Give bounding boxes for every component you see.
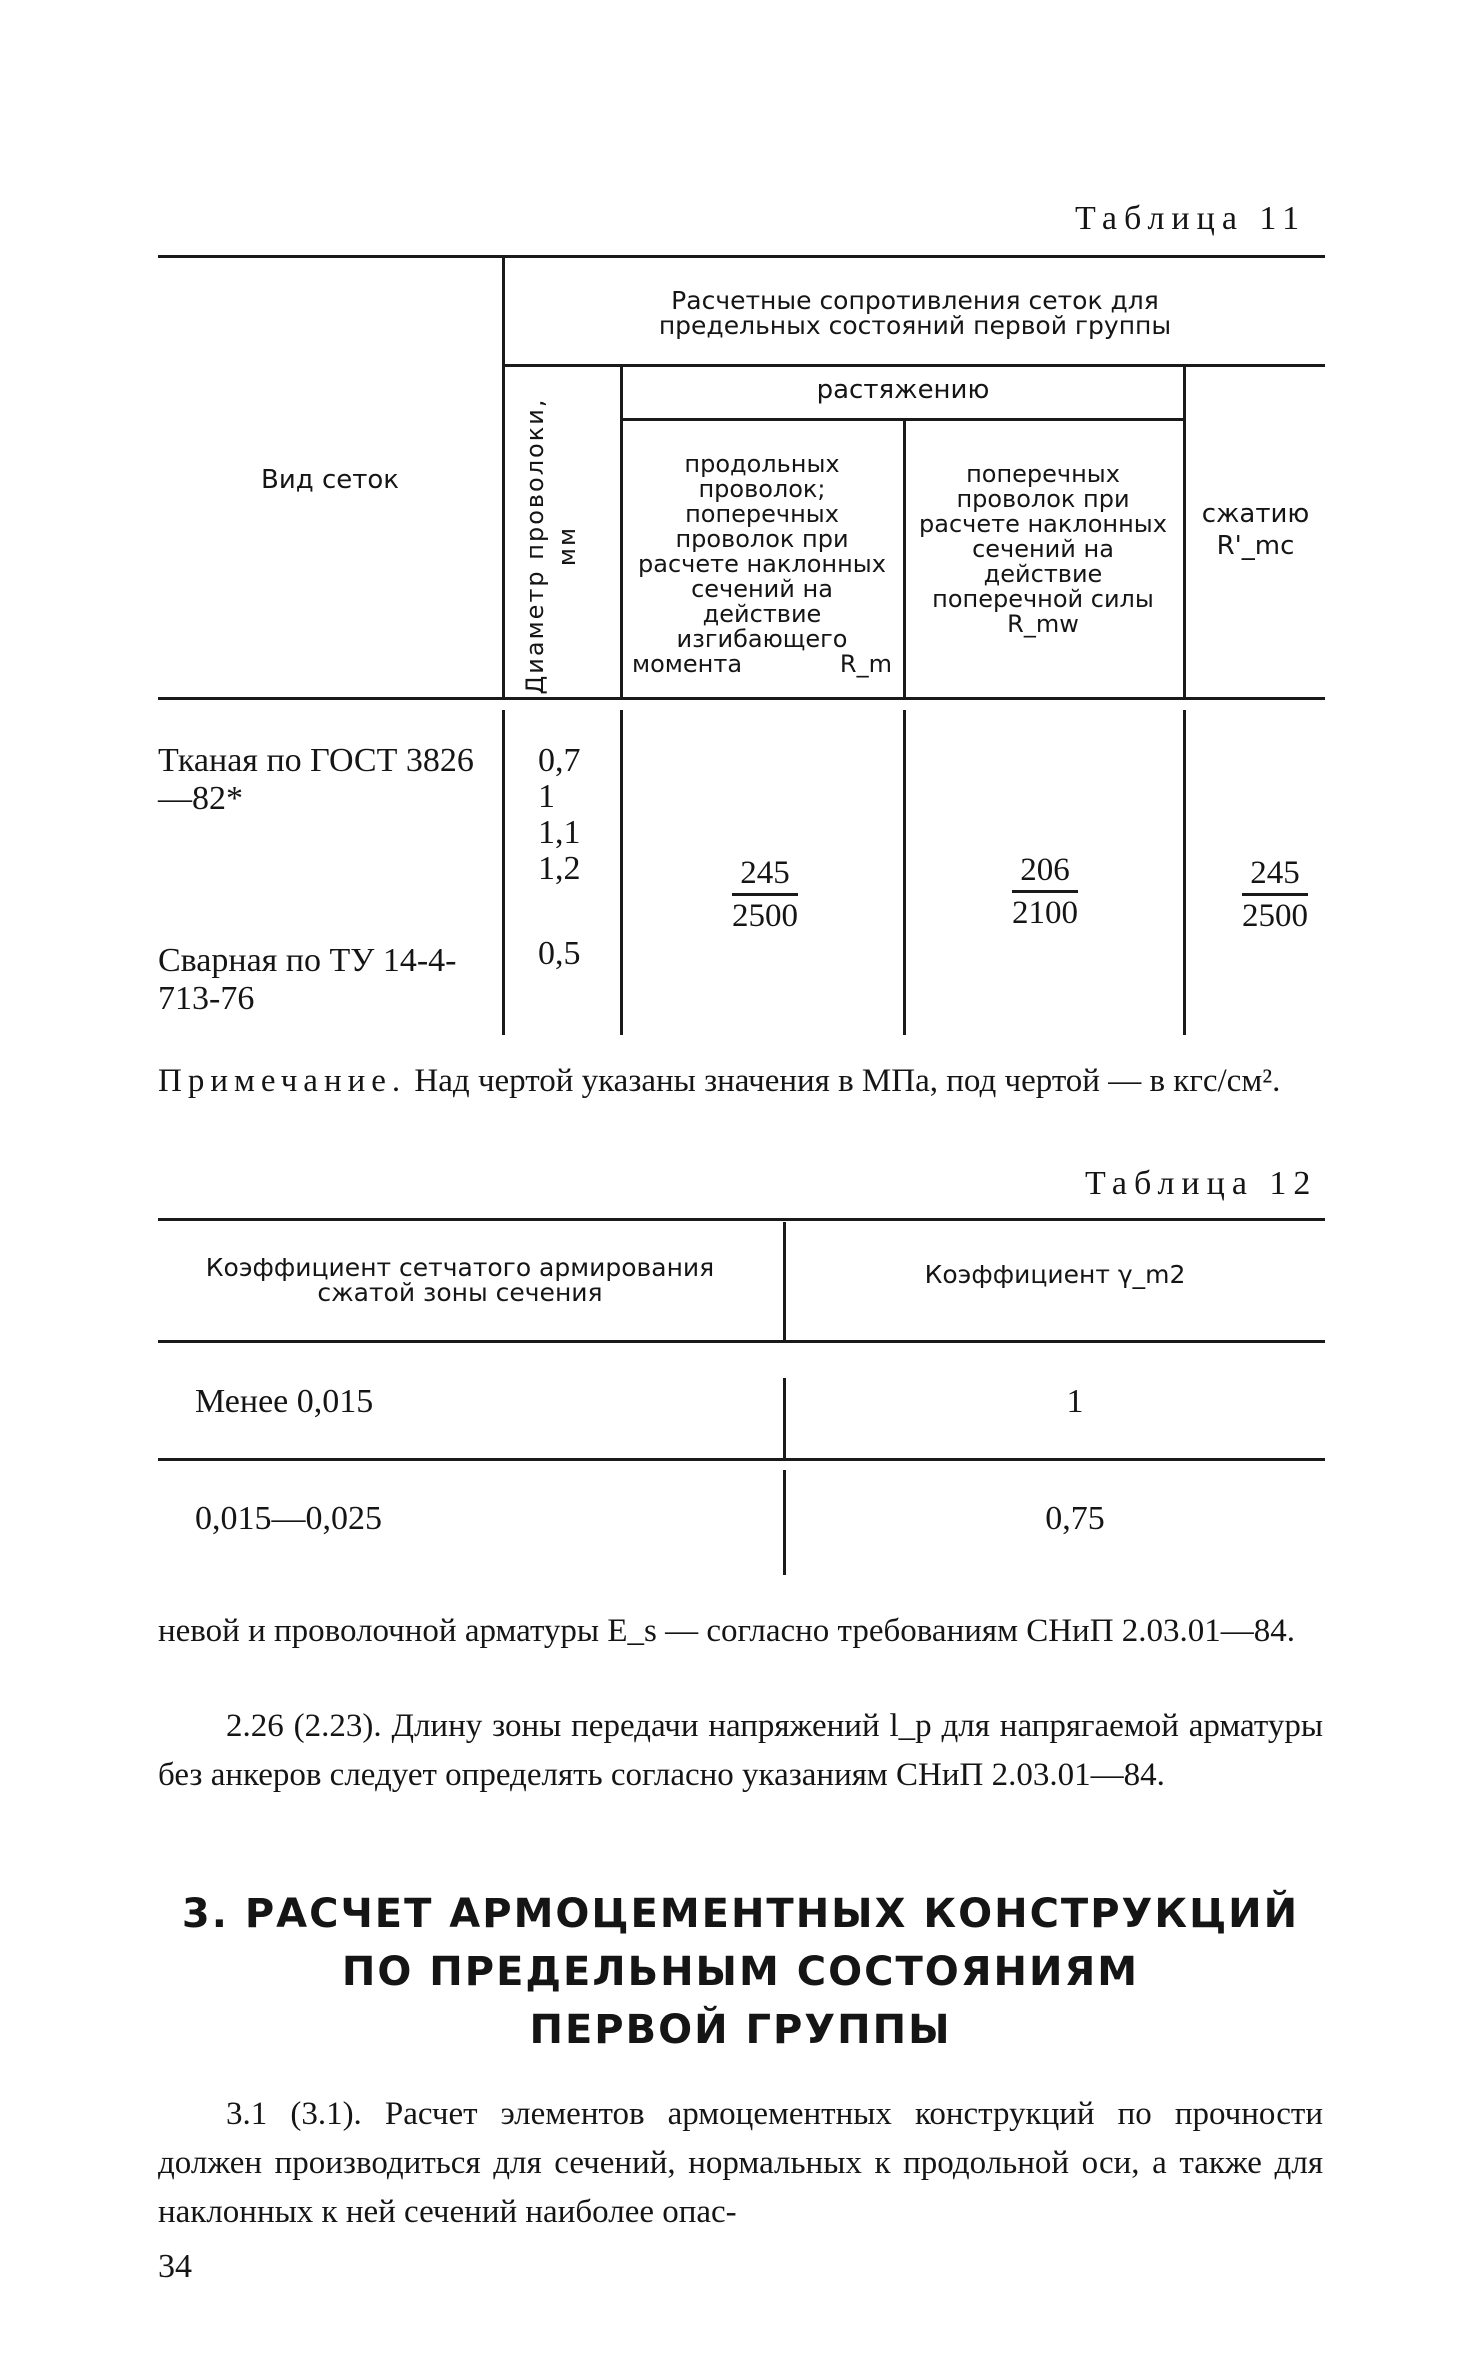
paragraph-2-26: 2.26 (2.23). Длину зоны передачи напряжений l_p для напрягаемой арматуры без анкеров следует определять согласно указаниям СНиП 2.03.01—84. bbox=[158, 1708, 1323, 1793]
table-11-value-rmw-mpa: 206 bbox=[1012, 850, 1078, 893]
table-11-label: Таблица 11 bbox=[1075, 200, 1307, 237]
table-11-row-diameter: 0,7 bbox=[538, 742, 581, 779]
table-11-body-divider bbox=[502, 710, 505, 1035]
table-11-header-kind: Вид сеток bbox=[260, 465, 400, 495]
table-11-value-rmw-kgf: 2100 bbox=[1012, 895, 1078, 931]
table-12-header-reinforcement: Коэффициент сетчатого армирования сжатой зоны сечения bbox=[205, 1253, 715, 1307]
table-12-col-divider bbox=[783, 1378, 786, 1460]
table-11-value-rm-kgf: 2500 bbox=[732, 898, 798, 934]
table-11-header-transverse-text: поперечных проволок при расчете наклонных сечений на действие поперечной силы R_mw bbox=[919, 460, 1167, 638]
table-11-header-diameter: Диаметр проволоки, мм bbox=[521, 397, 581, 695]
table-11-body-divider bbox=[1183, 710, 1186, 1035]
table-12-header-bottom-rule bbox=[158, 1340, 1325, 1343]
table-11-col-divider bbox=[502, 258, 505, 698]
table-11-body-divider bbox=[903, 710, 906, 1035]
table-11-header-group: Расчетные сопротивления сеток для предельных состояний первой группы bbox=[658, 286, 1172, 340]
table-11-row-kind: Тканая по ГОСТ 3826—82* bbox=[158, 742, 474, 817]
table-11-value-rmc-kgf: 2500 bbox=[1242, 898, 1308, 934]
table-12-label: Таблица 12 bbox=[1085, 1165, 1318, 1202]
table-11-row-diameter: 1 bbox=[538, 778, 555, 815]
paragraph-3-1: 3.1 (3.1). Расчет элементов армоцементных конструкций по прочности должен производиться для сечений, нормальных к продольной оси, а также для наклонных к ней сечений наиболее опас- bbox=[158, 2096, 1323, 2230]
table-11-header-bottom-rule bbox=[158, 697, 1325, 700]
table-11-header-compression-text: сжатию R'_mc bbox=[1201, 499, 1310, 561]
table-12-col-divider bbox=[783, 1222, 786, 1342]
table-11-header-tension: растяжению bbox=[816, 375, 990, 405]
table-11-row-diameter: 1,1 bbox=[538, 814, 581, 851]
table-12-top-rule bbox=[158, 1218, 1325, 1221]
section-title bbox=[158, 1885, 1323, 2059]
table-11-value-rm-mpa: 245 bbox=[732, 853, 798, 896]
table-11-value-rmc-mpa: 245 bbox=[1242, 853, 1308, 896]
table-11-col-divider bbox=[1183, 367, 1186, 697]
table-12-row-range: Менее 0,015 bbox=[195, 1383, 374, 1420]
table-12-row-value: 1 bbox=[1066, 1383, 1084, 1420]
table-11-row-diameter: 0,5 bbox=[538, 935, 581, 972]
table-11-top-rule bbox=[158, 255, 1325, 258]
table-11-row-diameter: 1,2 bbox=[538, 850, 581, 887]
table-11-value-rmw bbox=[970, 850, 1120, 933]
table-11-value-rmc bbox=[1200, 853, 1350, 936]
table-12-col-divider bbox=[783, 1470, 786, 1575]
table-12-row-value: 0,75 bbox=[1045, 1500, 1105, 1537]
section-title-line-2: ПО ПРЕДЕЛЬНЫМ СОСТОЯНИЯМ bbox=[341, 1949, 1140, 1995]
table-12-row-rule bbox=[158, 1458, 1325, 1461]
table-11-note bbox=[158, 1057, 1323, 1106]
table-11-col-divider bbox=[903, 421, 906, 697]
table-12-row-range: 0,015—0,025 bbox=[195, 1500, 382, 1537]
section-title-line-1: 3. РАСЧЕТ АРМОЦЕМЕНТНЫХ КОНСТРУКЦИЙ bbox=[181, 1891, 1300, 1937]
table-11-header-compression bbox=[1193, 498, 1318, 562]
paragraph-continuation: невой и проволочной арматуры E_s — согласно требованиям СНиП 2.03.01—84. bbox=[158, 1613, 1296, 1649]
table-11-value-rm bbox=[690, 853, 840, 936]
table-11-header-transverse bbox=[916, 462, 1170, 637]
section-title-line-3: ПЕРВОЙ ГРУППЫ bbox=[529, 2007, 952, 2053]
table-12-header-gamma: Коэффициент γ_m2 bbox=[924, 1260, 1186, 1289]
page-number: 34 bbox=[158, 2248, 192, 2285]
table-11-header-longitudinal-text: продольных проволок; поперечных проволок при расчете наклонных сечений на действие изгибающего момента R_m bbox=[632, 450, 892, 678]
table-11-col-divider bbox=[620, 367, 623, 697]
table-11-row-kind: Сварная по ТУ 14-4-713-76 bbox=[158, 942, 457, 1017]
table-11-note-label: Примечание. bbox=[158, 1063, 407, 1099]
table-11-note-text: Над чертой указаны значения в МПа, под чертой — в кгс/см². bbox=[414, 1063, 1281, 1099]
table-11-header-longitudinal bbox=[632, 452, 892, 677]
table-11-body-divider bbox=[620, 710, 623, 1035]
table-11-group-rule bbox=[505, 364, 1325, 367]
